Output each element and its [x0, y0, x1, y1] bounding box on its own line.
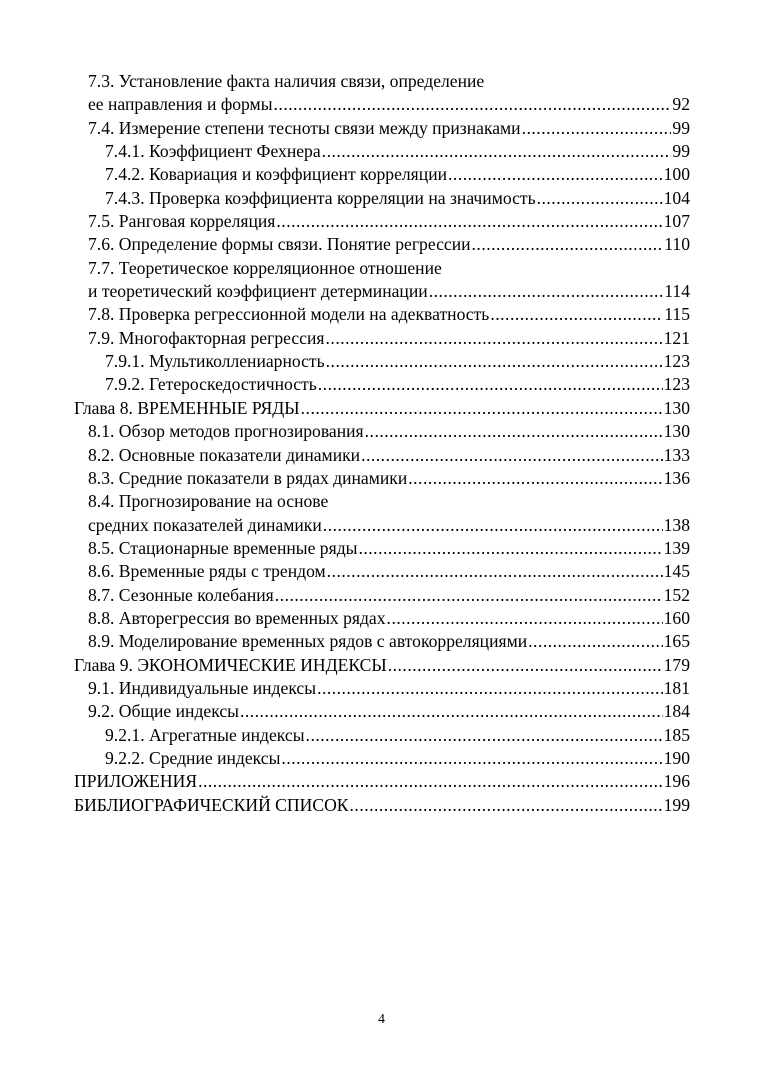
toc-entry-title: Глава 9. ЭКОНОМИЧЕСКИЕ ИНДЕКСЫ — [74, 654, 387, 675]
toc-entry[interactable] — [74, 140, 690, 163]
toc-entry-page: 130 — [663, 397, 690, 418]
dot-leader — [408, 467, 662, 490]
toc-entry-title: 8.5. Стационарные временные ряды — [88, 537, 358, 558]
toc-entry-title: ее направления и формы — [88, 94, 273, 115]
toc-entry-title: 7.4.2. Ковариация и коэффициент корреляции — [105, 164, 448, 185]
toc-entry[interactable] — [74, 444, 690, 467]
dot-leader — [522, 117, 672, 140]
toc-entry-page: 130 — [663, 421, 690, 442]
dot-leader — [326, 327, 663, 350]
dot-leader — [301, 397, 663, 420]
dot-leader — [490, 303, 663, 326]
toc-entry[interactable] — [74, 700, 690, 723]
toc-entry-page: 199 — [663, 794, 690, 815]
dot-leader — [472, 233, 664, 256]
toc-entry-title: 7.8. Проверка регрессионной модели на адекватность — [88, 304, 490, 325]
toc-entry-title: 8.9. Моделирование временных рядов с автокорреляциями — [88, 631, 528, 652]
toc-entry[interactable] — [74, 420, 690, 443]
toc-entry-title: 8.3. Средние показатели в рядах динамики — [88, 467, 408, 488]
toc-entry[interactable] — [74, 187, 690, 210]
dot-leader — [387, 607, 663, 630]
dot-leader — [350, 794, 663, 817]
toc-entry-title: 7.6. Определение формы связи. Понятие регрессии — [88, 234, 471, 255]
toc-entry-page: 185 — [663, 724, 690, 745]
toc-entry-page: 115 — [664, 304, 690, 325]
toc-entry-title: 7.9. Многофакторная регрессия — [88, 327, 325, 348]
toc-entry-page: 107 — [663, 211, 690, 232]
toc-entry[interactable] — [74, 537, 690, 560]
dot-leader — [528, 630, 662, 653]
toc-entry-title: 8.8. Авторегрессия во временных рядах — [88, 607, 386, 628]
toc-entry[interactable] — [74, 93, 690, 116]
toc-entry-page: 100 — [663, 164, 690, 185]
toc-entry[interactable] — [74, 677, 690, 700]
toc-entry-title: 7.4.1. Коэффициент Фехнера — [105, 141, 321, 162]
toc-entry-page: 104 — [663, 187, 690, 208]
toc-entry-title: 8.7. Сезонные колебания — [88, 584, 274, 605]
toc-entry[interactable] — [74, 747, 690, 770]
dot-leader — [537, 187, 663, 210]
table-of-contents — [74, 70, 690, 817]
dot-leader — [326, 350, 663, 373]
toc-entry-page: 165 — [663, 631, 690, 652]
toc-entry-page: 123 — [663, 374, 690, 395]
toc-entry-page: 145 — [663, 561, 690, 582]
dot-leader — [358, 537, 662, 560]
toc-entry-title: 7.4.3. Проверка коэффициента корреляции на значимость — [105, 187, 536, 208]
page-number: 4 — [378, 1012, 385, 1027]
toc-entry[interactable] — [74, 607, 690, 630]
toc-entry-title: и теоретический коэффициент детерминации — [88, 281, 428, 302]
toc-entry[interactable] — [74, 397, 690, 420]
toc-entry-page: 110 — [664, 234, 690, 255]
toc-entry[interactable] — [74, 794, 690, 817]
dot-leader — [327, 560, 663, 583]
dot-leader — [317, 677, 663, 700]
dot-leader — [323, 514, 663, 537]
toc-entry-page: 92 — [672, 94, 690, 115]
toc-entry[interactable] — [74, 210, 690, 233]
toc-entry-title: ПРИЛОЖЕНИЯ — [74, 771, 198, 792]
toc-entry-title: 7.9.2. Гетероскедостичность — [105, 374, 317, 395]
toc-entry[interactable] — [74, 350, 690, 373]
toc-entry-title: Глава 8. ВРЕМЕННЫЕ РЯДЫ — [74, 397, 300, 418]
toc-entry[interactable] — [74, 584, 690, 607]
toc-entry-page: 139 — [663, 537, 690, 558]
toc-entry[interactable] — [74, 724, 690, 747]
toc-entry-page: 184 — [663, 701, 690, 722]
toc-entry-title: 8.2. Основные показатели динамики — [88, 444, 361, 465]
toc-entry-title: средних показателей динамики — [88, 514, 322, 535]
toc-entry-page: 181 — [663, 677, 690, 698]
dot-leader — [306, 724, 663, 747]
toc-entry[interactable] — [74, 514, 690, 537]
toc-entry-title: 8.4. Прогнозирование на основе — [88, 491, 329, 512]
toc-entry[interactable] — [74, 233, 690, 256]
toc-entry-page: 121 — [663, 327, 690, 348]
dot-leader — [365, 420, 663, 443]
dot-leader — [275, 584, 663, 607]
toc-entry-title: 8.1. Обзор методов прогнозирования — [88, 421, 364, 442]
toc-entry-title: 9.2.1. Агрегатные индексы — [105, 724, 305, 745]
dot-leader — [240, 700, 663, 723]
toc-entry-page: 152 — [663, 584, 690, 605]
toc-entry-title: 7.7. Теоретическое корреляционное отношение — [88, 257, 442, 278]
toc-entry-title: 7.4. Измерение степени тесноты связи между признаками — [88, 117, 521, 138]
toc-entry-title: 7.5. Ранговая корреляция — [88, 211, 276, 232]
toc-entry[interactable] — [74, 117, 690, 140]
toc-entry[interactable] — [74, 654, 690, 677]
toc-entry[interactable] — [74, 303, 690, 326]
toc-entry[interactable] — [74, 327, 690, 350]
toc-entry[interactable] — [74, 280, 690, 303]
dot-leader — [448, 163, 663, 186]
dot-leader — [274, 93, 672, 116]
dot-leader — [429, 280, 664, 303]
toc-entry-page: 196 — [663, 771, 690, 792]
toc-entry-title: 9.1. Индивидуальные индексы — [88, 677, 317, 698]
toc-entry[interactable] — [74, 770, 690, 793]
toc-entry[interactable] — [74, 630, 690, 653]
toc-entry-page: 114 — [664, 281, 690, 302]
toc-entry-page: 99 — [672, 117, 690, 138]
dot-leader — [276, 210, 662, 233]
dot-leader — [318, 373, 663, 396]
toc-entry-page: 179 — [663, 654, 690, 675]
dot-leader — [281, 747, 662, 770]
toc-entry-page: 123 — [663, 351, 690, 372]
toc-entry-page: 136 — [663, 467, 690, 488]
toc-entry-title: 9.2. Общие индексы — [88, 701, 239, 722]
toc-entry[interactable] — [74, 467, 690, 490]
toc-entry-title: 7.9.1. Мультиколлениарность — [105, 351, 325, 372]
toc-entry-page: 190 — [663, 747, 690, 768]
dot-leader — [198, 770, 663, 793]
toc-entry[interactable] — [74, 163, 690, 186]
toc-entry-title: 8.6. Временные ряды с трендом — [88, 561, 326, 582]
toc-entry-page: 138 — [663, 514, 690, 535]
toc-entry-page: 133 — [663, 444, 690, 465]
dot-leader — [361, 444, 663, 467]
dot-leader — [388, 654, 663, 677]
toc-entry[interactable] — [74, 560, 690, 583]
toc-entry-page: 160 — [663, 607, 690, 628]
toc-entry[interactable] — [74, 373, 690, 396]
dot-leader — [322, 140, 672, 163]
toc-entry-page: 99 — [672, 141, 690, 162]
toc-entry-title: 9.2.2. Средние индексы — [105, 747, 281, 768]
toc-entry-title: 7.3. Установление факта наличия связи, определение — [88, 71, 485, 91]
toc-entry-title: БИБЛИОГРАФИЧЕСКИЙ СПИСОК — [74, 794, 349, 815]
